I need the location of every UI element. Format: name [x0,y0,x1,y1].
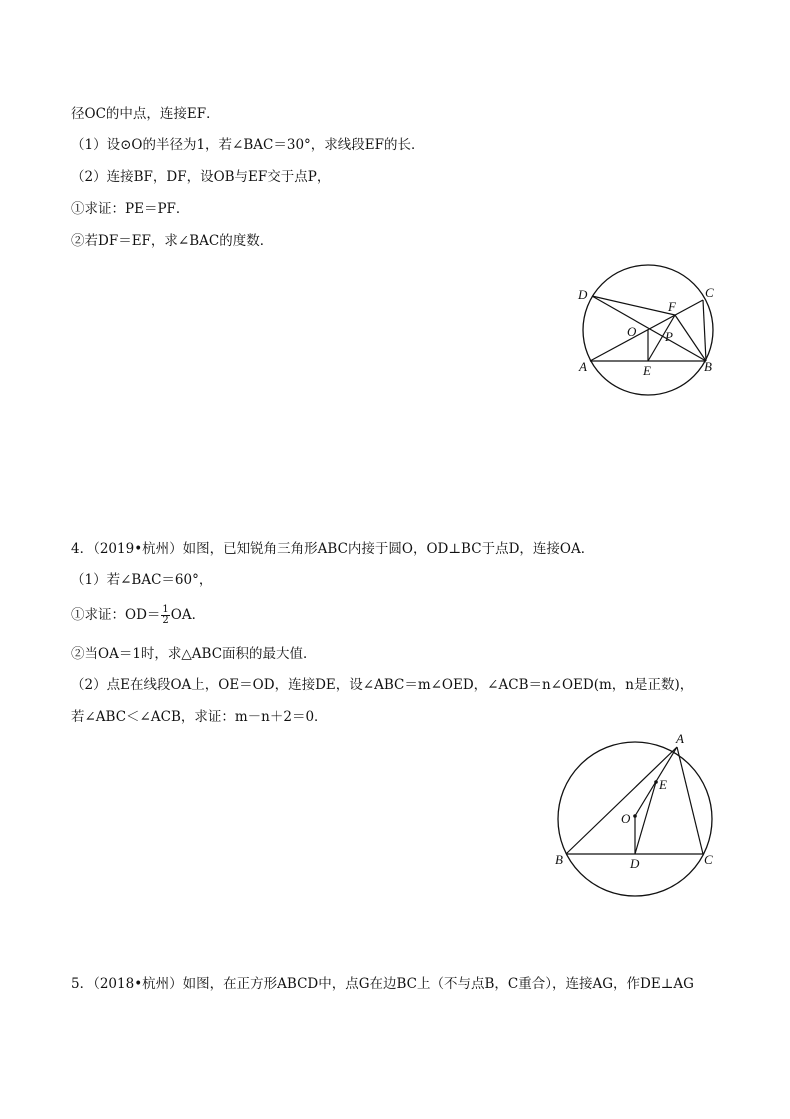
p3-question-2a: ①求证：PE＝PF． [71,201,190,217]
fig1-label-F: F [668,299,676,314]
fig2-label-E: E [659,777,667,792]
fig2-segment-AC [677,747,703,854]
fraction-denominator: 2 [162,615,169,626]
fraction-numerator: 1 [162,604,169,615]
fig2-point-O [633,814,637,818]
fig1-segment-DF [592,296,675,315]
p4-question-2b: 若∠ABC＜∠ACB，求证：m－n＋2＝0． [71,709,328,725]
figure-1-circle-diagram [570,258,750,408]
fig1-segment-FB [675,315,706,361]
fig1-label-D: D [578,287,588,302]
p3-question-1: （1）设⊙O的半径为1，若∠BAC＝30°，求线段EF的长． [71,137,425,153]
p5-heading: 5．（2018•杭州）如图，在正方形ABCD中，点G在边BC上（不与点B，C重合），连接AG，作DE⊥AG [71,976,694,992]
fig1-label-A: A [579,359,587,374]
fig2-label-A: A [676,731,684,746]
fig2-label-D: D [630,856,640,871]
figure-2-circle-diagram [545,727,730,902]
fig2-segment-DE [635,782,656,854]
fraction-one-half [161,605,169,626]
fig1-label-C: C [705,285,714,300]
p4-q1a-prefix: ①求证：OD＝ [71,607,161,623]
fig1-label-B: B [704,359,712,374]
p4-question-1b: ②当OA＝1时，求△ABC面积的最大值． [71,646,317,662]
p4-question-1a [71,605,205,626]
fig2-point-E [654,780,658,784]
fig2-label-B: B [555,852,563,867]
fig1-label-P: P [665,329,673,344]
p4-question-2: （2）点E在线段OA上，OE＝OD，连接DE，设∠ABC＝m∠OED，∠ACB＝n∠OED(m，n是正数)， [71,677,694,693]
fig2-label-O: O [621,811,631,826]
p4-question-1: （1）若∠BAC＝60°， [71,572,213,588]
fig1-label-O: O [627,324,637,339]
fig2-label-C: C [704,852,713,867]
fig1-label-E: E [643,363,651,378]
p4-q1a-suffix: OA． [170,607,206,623]
p3-intro: 径OC的中点，连接EF． [71,106,220,122]
fig1-segment-CB [703,300,706,361]
p4-heading: 4．（2019•杭州）如图，已知锐角三角形ABC内接于圆O，OD⊥BC于点D，连接OA． [71,541,595,557]
p3-question-2b: ②若DF＝EF，求∠BAC的度数． [71,233,274,249]
p3-question-2: （2）连接BF，DF，设OB与EF交于点P， [71,169,331,185]
